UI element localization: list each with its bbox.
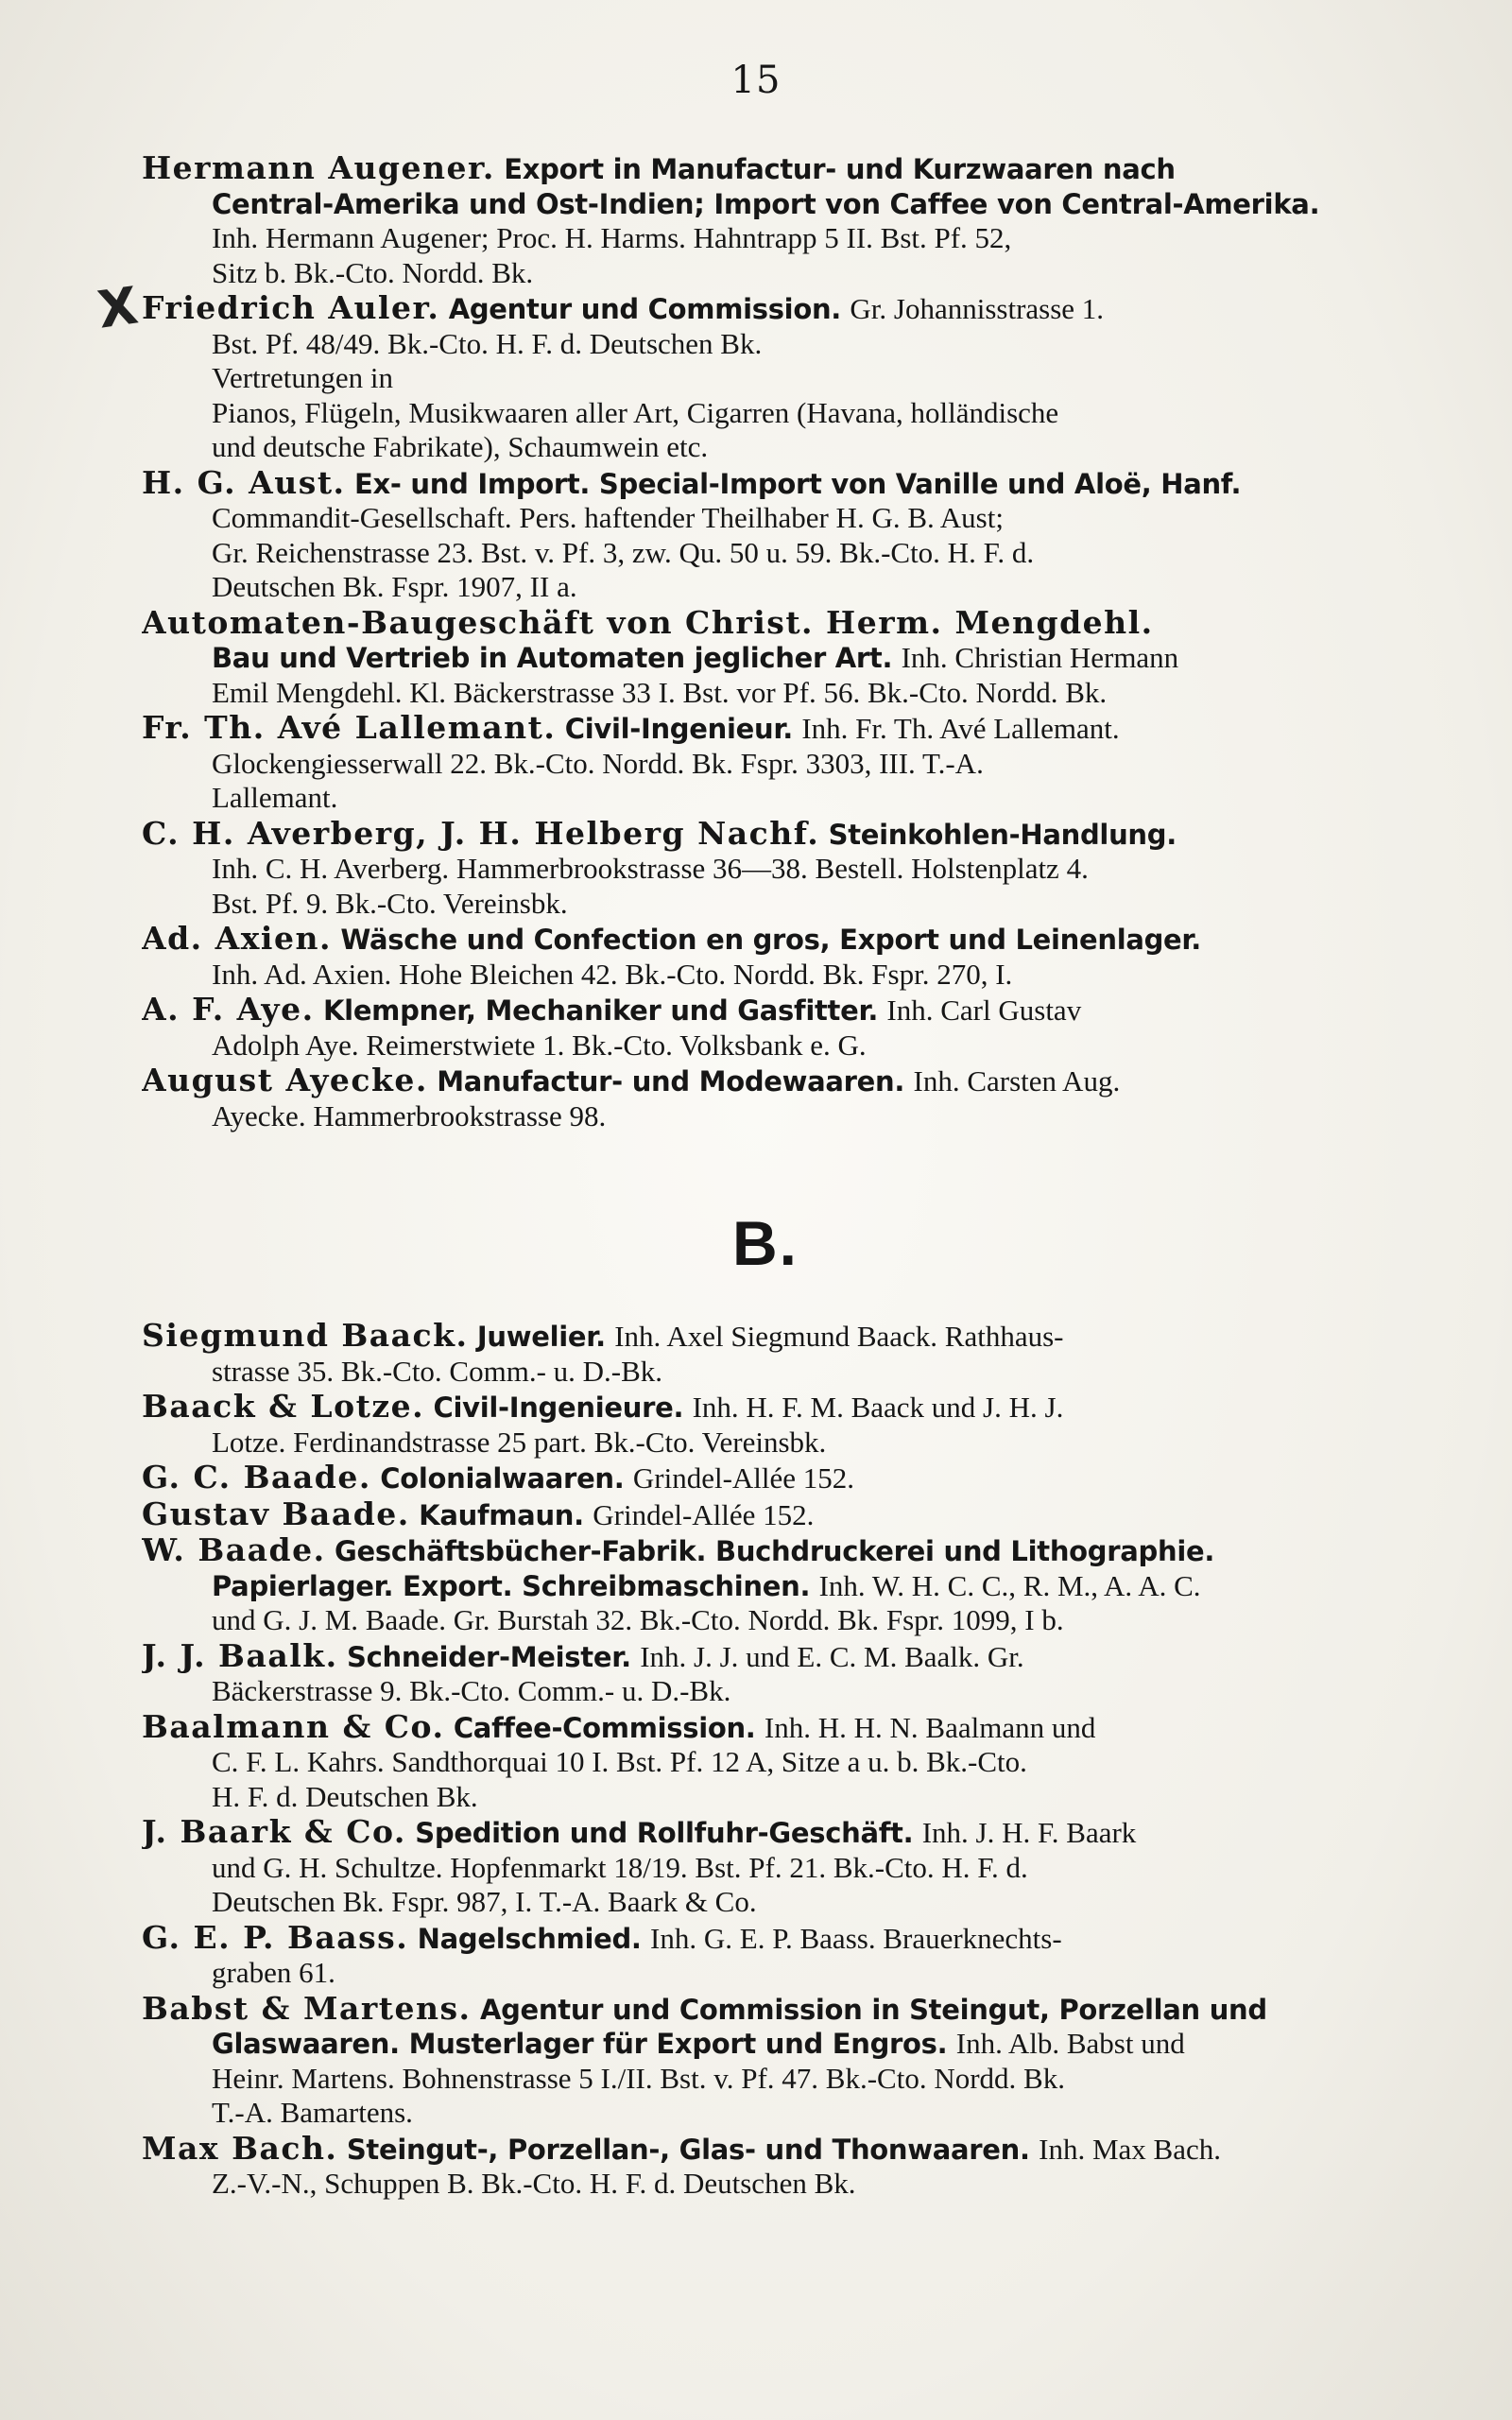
entry-line <box>142 1355 1389 1390</box>
directory-entry <box>142 1921 1389 1991</box>
entry-line <box>142 256 1389 291</box>
entry-line <box>142 1497 1389 1533</box>
entry-line <box>142 1533 1389 1569</box>
entry-details: Inh. Alb. Babst und <box>955 2027 1185 2060</box>
entry-business: Manufactur- und Modewaaren. <box>437 1065 905 1098</box>
entry-line <box>142 1992 1389 2028</box>
entry-name: August Ayecke. <box>142 1063 428 1098</box>
directory-entry <box>142 1063 1389 1133</box>
entry-business: Export in Manufactur- und Kurzwaaren nach <box>504 153 1176 185</box>
entry-name: G. E. P. Baass. <box>142 1920 409 1956</box>
entry-details: und G. J. M. Baade. Gr. Burstah 32. Bk.-Cto. Nordd. Bk. Fspr. 1099, I b. <box>212 1603 1064 1636</box>
entry-details: Sitz b. Bk.-Cto. Nordd. Bk. <box>212 255 534 289</box>
entry-details: Inh. Carsten Aug. <box>913 1064 1121 1098</box>
entry-business: Geschäftsbücher-Fabrik. Buchdruckerei und Lithographie. <box>335 1535 1215 1567</box>
entry-details: Lotze. Ferdinandstrasse 25 part. Bk.-Cto. Vereinsbk. <box>212 1425 827 1459</box>
entry-line <box>142 2062 1389 2097</box>
entry-name: Ad. Axien. <box>142 922 332 957</box>
entry-line <box>142 396 1389 431</box>
entry-business: Colonialwaaren. <box>380 1462 625 1495</box>
entry-name: Baalmann & Co. <box>142 1709 445 1745</box>
entry-business: Schneider-Meister. <box>347 1640 631 1673</box>
entry-line <box>142 676 1389 711</box>
entry-business: Civil-Ingenieure. <box>433 1392 684 1424</box>
entry-details: H. F. d. Deutschen Bk. <box>212 1779 478 1813</box>
entry-details: graben 61. <box>212 1956 335 1989</box>
entry-line <box>142 1028 1389 1063</box>
entry-details: Inh. C. H. Averberg. Hammerbrookstrasse 36—38. Bestell. Holstenplatz 4. <box>212 852 1089 885</box>
directory-entry <box>142 606 1389 711</box>
entry-details: Inh. Hermann Augener; Proc. H. Harms. Hahntrapp 5 II. Bst. Pf. 52, <box>212 221 1012 254</box>
entry-details: Inh. H. H. N. Baalmann und <box>764 1710 1096 1744</box>
entry-details: Grindel-Allée 152. <box>632 1461 855 1495</box>
entry-business: Central-Amerika und Ost-Indien; Import von Caffee von Central-Amerika. <box>212 187 1320 220</box>
entry-name: Max Bach. <box>142 2131 338 2167</box>
entry-line <box>142 151 1389 187</box>
entry-line <box>142 958 1389 993</box>
entry-details: Lallemant. <box>212 781 338 814</box>
entry-details: Deutschen Bk. Fspr. 987, I. T.-A. Baark & Co. <box>212 1885 757 1918</box>
directory-entry <box>142 1390 1389 1460</box>
entry-line <box>142 187 1389 222</box>
entry-line <box>142 327 1389 362</box>
entry-details: Bst. Pf. 48/49. Bk.-Cto. H. F. d. Deutschen Bk. <box>212 326 763 360</box>
entry-details: Gr. Reichenstrasse 23. Bst. v. Pf. 3, zw. Qu. 50 u. 59. Bk.-Cto. H. F. d. <box>212 535 1035 569</box>
entry-details: Inh. Ad. Axien. Hohe Bleichen 42. Bk.-Cto. Nordd. Bk. Fspr. 270, I. <box>212 957 1013 991</box>
page-content <box>94 151 1389 2203</box>
entry-business: Caffee-Commission. <box>453 1711 756 1744</box>
entry-business: Steingut-, Porzellan-, Glas- und Thonwaaren. <box>346 2133 1030 2166</box>
entry-details: T.-A. Bamartens. <box>212 2096 413 2129</box>
entry-details: Inh. Max Bach. <box>1039 2132 1221 2166</box>
entry-name: Friedrich Auler. <box>142 291 440 326</box>
entry-details: C. F. L. Kahrs. Sandthorquai 10 I. Bst. Pf. 12 A, Sitze a u. b. Bk.-Cto. <box>212 1745 1027 1778</box>
entry-name: C. H. Averberg, J. H. Helberg Nachf. <box>142 816 820 852</box>
entry-details: Heinr. Martens. Bohnenstrasse 5 I./II. Bst. v. Pf. 47. Bk.-Cto. Nordd. Bk. <box>212 2061 1065 2095</box>
entry-line <box>142 1099 1389 1134</box>
entry-line <box>142 641 1389 676</box>
entry-details: Bäckerstrasse 9. Bk.-Cto. Comm.- u. D.-Bk. <box>212 1674 731 1707</box>
entry-line <box>142 291 1389 327</box>
entry-line <box>142 1780 1389 1815</box>
entry-business: Ex- und Import. Special-Import von Vanille und Aloë, Hanf. <box>353 467 1242 500</box>
entry-name: H. G. Aust. <box>142 465 346 501</box>
entry-name: Automaten-Baugeschäft von Christ. Herm. Mengdehl. <box>142 605 1154 641</box>
directory-entry <box>142 1992 1389 2131</box>
directory-entry <box>142 922 1389 992</box>
entry-details: Inh. W. H. C. C., R. M., A. A. C. <box>818 1568 1201 1602</box>
entry-business: Agentur und Commission in Steingut, Porzellan und <box>479 1993 1267 2026</box>
entry-line <box>142 2027 1389 2062</box>
entry-name: Hermann Augener. <box>142 151 495 186</box>
directory-entry <box>94 275 1389 465</box>
entry-details: Commandit-Gesellschaft. Pers. haftender Theilhaber H. G. B. Aust; <box>212 501 1004 534</box>
entry-details: Inh. J. H. F. Baark <box>921 1816 1137 1849</box>
entry-name: Siegmund Baack. <box>142 1319 469 1354</box>
entry-line <box>142 1063 1389 1099</box>
handwritten-mark: X <box>94 275 142 340</box>
entry-name: Gustav Baade. <box>142 1496 410 1532</box>
directory-entry <box>142 1461 1389 1496</box>
entry-line <box>142 501 1389 536</box>
entry-line <box>142 536 1389 571</box>
entry-business: Agentur und Commission. <box>448 293 842 325</box>
entry-name: Babst & Martens. <box>142 1991 472 2027</box>
entry-details: Z.-V.-N., Schuppen B. Bk.-Cto. H. F. d. Deutschen Bk. <box>212 2167 856 2200</box>
entry-line <box>142 817 1389 853</box>
entry-line <box>142 1674 1389 1709</box>
entry-line <box>142 1569 1389 1604</box>
entry-line <box>142 781 1389 816</box>
entry-line <box>142 1461 1389 1496</box>
entry-details: strasse 35. Bk.-Cto. Comm.- u. D.-Bk. <box>212 1354 663 1388</box>
directory-entry <box>142 817 1389 922</box>
entry-details: Pianos, Flügeln, Musikwaaren aller Art, Cigarren (Havana, holländische <box>212 395 1059 429</box>
entry-name: Fr. Th. Avé Lallemant. <box>142 711 557 746</box>
entry-business: Glaswaaren. Musterlager für Export und Engros. <box>212 2028 948 2060</box>
entry-line <box>142 1426 1389 1461</box>
entry-details: Gr. Johannisstrasse 1. <box>850 292 1105 325</box>
entry-business: Bau und Vertrieb in Automaten jeglicher Art. <box>212 642 893 674</box>
entry-business: Civil-Ingenieur. <box>564 713 793 745</box>
directory-entry <box>142 151 1389 290</box>
section-b-entries <box>142 1319 1389 2202</box>
directory-entry <box>142 1497 1389 1533</box>
entry-line <box>142 1815 1389 1851</box>
directory-entry <box>142 1533 1389 1638</box>
entry-line <box>142 887 1389 922</box>
entry-details: und deutsche Fabrikate), Schaumwein etc. <box>212 430 709 463</box>
entry-business: Papierlager. Export. Schreibmaschinen. <box>212 1569 811 1602</box>
entry-details: und G. H. Schultze. Hopfenmarkt 18/19. Bst. Pf. 21. Bk.-Cto. H. F. d. <box>212 1850 1028 1884</box>
entry-details: Adolph Aye. Reimerstwiete 1. Bk.-Cto. Volksbank e. G. <box>212 1028 867 1062</box>
entry-line <box>142 1885 1389 1920</box>
entry-name: Baack & Lotze. <box>142 1390 425 1425</box>
entry-line <box>142 1710 1389 1746</box>
entry-line <box>142 570 1389 605</box>
directory-entry <box>142 1710 1389 1815</box>
entry-line <box>142 1603 1389 1638</box>
entry-line <box>142 1745 1389 1780</box>
entry-line <box>142 361 1389 396</box>
directory-entry <box>142 1319 1389 1389</box>
entry-line <box>142 1851 1389 1886</box>
entry-line <box>142 1639 1389 1675</box>
entry-line <box>142 466 1389 502</box>
entry-line <box>142 2132 1389 2168</box>
entry-details: Inh. Axel Siegmund Baack. Rathhaus- <box>614 1320 1064 1353</box>
entry-name: J. Baark & Co. <box>142 1815 406 1850</box>
entry-line <box>142 852 1389 887</box>
entry-line <box>142 1921 1389 1957</box>
entry-details: Grindel-Allée 152. <box>593 1497 815 1531</box>
entry-details: Inh. Carl Gustav <box>886 994 1082 1027</box>
entry-line <box>142 2167 1389 2202</box>
entry-details: Deutschen Bk. Fspr. 1907, II a. <box>212 570 577 603</box>
entry-line <box>142 747 1389 782</box>
entry-details: Ayecke. Hammerbrookstrasse 98. <box>212 1098 607 1132</box>
entry-business: Klempner, Mechaniker und Gasfitter. <box>323 994 879 1027</box>
entry-line <box>142 711 1389 747</box>
entry-name: A. F. Aye. <box>142 993 315 1028</box>
entry-details: Vertretungen in <box>212 361 393 394</box>
directory-entry <box>142 1815 1389 1920</box>
page-number: 15 <box>730 59 782 102</box>
entry-details: Inh. H. F. M. Baack und J. H. J. <box>692 1391 1064 1424</box>
entry-details: Bst. Pf. 9. Bk.-Cto. Vereinsbk. <box>212 886 568 920</box>
entry-line <box>142 1956 1389 1991</box>
entry-details: Emil Mengdehl. Kl. Bäckerstrasse 33 I. Bst. vor Pf. 56. Bk.-Cto. Nordd. Bk. <box>212 675 1108 709</box>
directory-entry <box>142 1639 1389 1709</box>
entry-business: Nagelschmied. <box>417 1922 642 1955</box>
entry-business: Wäsche und Confection en gros, Export und Leinenlager. <box>340 924 1202 956</box>
entry-details: Inh. J. J. und E. C. M. Baalk. Gr. <box>640 1639 1024 1673</box>
entry-details: Glockengiesserwall 22. Bk.-Cto. Nordd. Bk. Fspr. 3303, III. T.-A. <box>212 746 984 780</box>
entry-name: J. J. Baalk. <box>142 1638 338 1674</box>
entry-details: Inh. G. E. P. Baass. Brauerknechts- <box>650 1921 1062 1955</box>
section-heading-b: B. <box>732 1208 799 1278</box>
entry-line <box>142 606 1389 642</box>
directory-entry <box>142 466 1389 605</box>
entry-name: W. Baade. <box>142 1533 326 1568</box>
directory-entry <box>142 993 1389 1063</box>
entry-line <box>142 993 1389 1028</box>
entry-business: Juwelier. <box>476 1321 606 1353</box>
entry-business: Steinkohlen-Handlung. <box>828 818 1177 851</box>
entry-line <box>142 430 1389 465</box>
entry-business: Kaufmaun. <box>419 1498 584 1531</box>
entry-line <box>142 2096 1389 2131</box>
entry-business: Spedition und Rollfuhr-Geschäft. <box>415 1817 914 1849</box>
entry-details: Inh. Fr. Th. Avé Lallemant. <box>801 712 1120 745</box>
entry-line <box>142 221 1389 256</box>
entry-name: G. C. Baade. <box>142 1461 371 1495</box>
entry-line <box>142 1390 1389 1426</box>
directory-entry <box>142 711 1389 816</box>
section-a-entries <box>94 151 1389 1133</box>
entry-details: Inh. Christian Hermann <box>901 641 1179 674</box>
entry-line <box>142 922 1389 958</box>
directory-entry <box>142 2132 1389 2202</box>
entry-line <box>142 1319 1389 1355</box>
